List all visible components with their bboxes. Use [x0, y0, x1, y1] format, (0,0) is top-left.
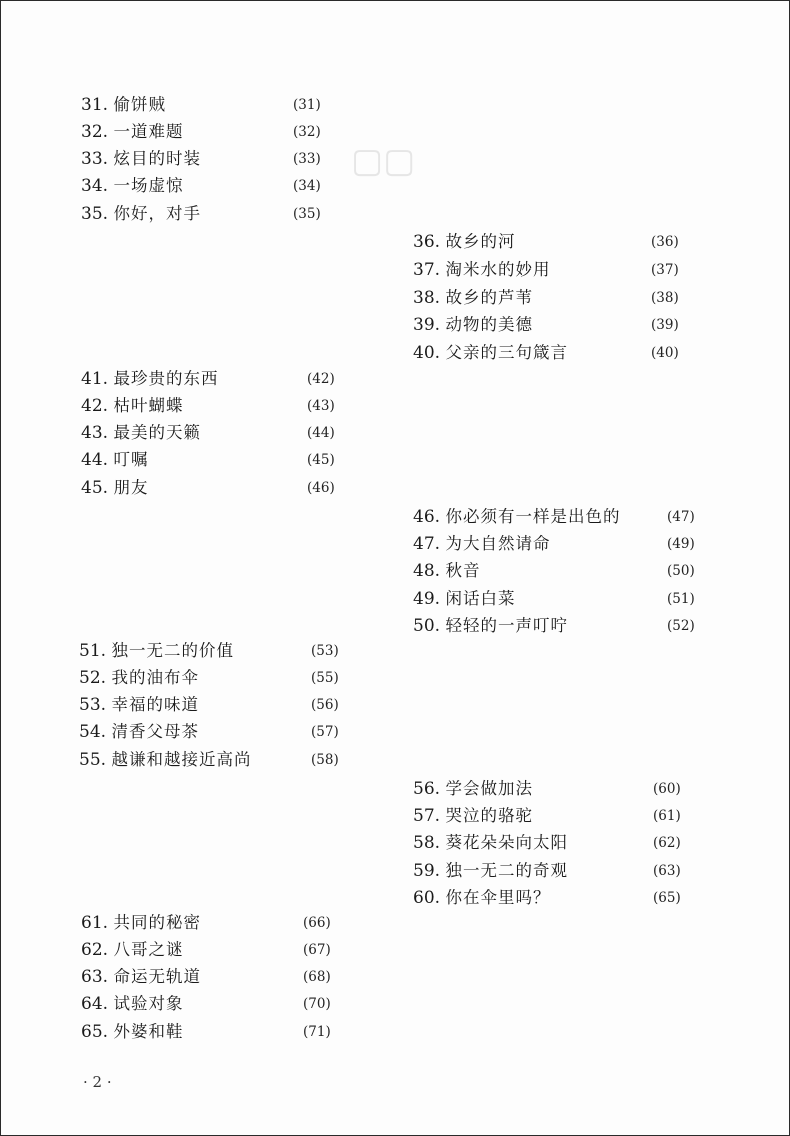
entry-page: ( 60 ) [653, 776, 681, 802]
entry-title: 你在伞里吗？ [445, 888, 551, 907]
toc-entry-61[interactable] [81, 910, 351, 936]
entry-number: 54. [79, 722, 107, 742]
entry-page: ( 32 ) [293, 119, 321, 145]
entry-number: 43. [81, 423, 109, 443]
toc-entry-34[interactable] [81, 173, 341, 199]
entry-number: 49. [413, 589, 441, 609]
entry-title: 我的油布伞 [111, 668, 199, 687]
entry-page: ( 66 ) [303, 910, 331, 936]
entry-number: 52. [79, 668, 107, 688]
entry-number: 56. [413, 779, 441, 799]
entry-number: 53. [79, 695, 107, 715]
entry-number: 60. [413, 888, 441, 908]
toc-entry-49[interactable] [413, 586, 713, 612]
entry-page: ( 31 ) [293, 92, 321, 118]
entry-number: 51. [79, 641, 107, 661]
entry-title: 为大自然请命 [445, 534, 551, 553]
entry-title: 命运无轨道 [113, 967, 201, 986]
entry-page: ( 34 ) [293, 173, 321, 199]
entry-number: 55. [79, 750, 107, 770]
entry-number: 58. [413, 833, 441, 853]
entry-page: ( 52 ) [667, 613, 695, 639]
entry-title: 你好，对手 [113, 204, 201, 223]
toc-entry-60[interactable] [413, 885, 713, 911]
entry-page: ( 39 ) [651, 312, 679, 338]
entry-page: ( 61 ) [653, 803, 681, 829]
entry-number: 35. [81, 204, 109, 224]
entry-page: ( 44 ) [307, 420, 335, 446]
entry-title: 独一无二的奇观 [445, 861, 568, 880]
entry-page: ( 42 ) [307, 366, 335, 392]
entry-title: 一场虚惊 [113, 176, 184, 195]
entry-page: ( 58 ) [311, 747, 339, 773]
toc-entry-65[interactable] [81, 1019, 351, 1045]
entry-title: 闲话白菜 [445, 589, 516, 608]
entry-page: ( 47 ) [667, 504, 695, 530]
entry-number: 47. [413, 534, 441, 554]
entry-number: 36. [413, 232, 441, 252]
entry-title: 轻轻的一声叮咛 [445, 616, 568, 635]
entry-number: 50. [413, 616, 441, 636]
entry-title: 最美的天籁 [113, 423, 201, 442]
entry-title: 哭泣的骆驼 [445, 806, 533, 825]
entry-number: 61. [81, 913, 109, 933]
entry-number: 65. [81, 1022, 109, 1042]
entry-title: 葵花朵朵向太阳 [445, 833, 568, 852]
entry-title: 学会做加法 [445, 779, 533, 798]
toc-entry-46[interactable] [413, 504, 713, 530]
bleed-through-mark: ▢▢ [351, 141, 416, 181]
toc-entry-64[interactable] [81, 991, 351, 1017]
toc-entry-58[interactable] [413, 830, 713, 856]
entry-page: ( 45 ) [307, 447, 335, 473]
toc-entry-63[interactable] [81, 964, 351, 990]
entry-title: 幸福的味道 [111, 695, 199, 714]
entry-number: 64. [81, 994, 109, 1014]
entry-page: ( 38 ) [651, 285, 679, 311]
entry-page: ( 68 ) [303, 964, 331, 990]
entry-page: ( 35 ) [293, 201, 321, 227]
entry-page: ( 40 ) [651, 340, 679, 366]
entry-title: 炫目的时装 [113, 149, 201, 168]
entry-page: ( 53 ) [311, 638, 339, 664]
entry-title: 枯叶蝴蝶 [113, 396, 184, 415]
entry-title: 独一无二的价值 [111, 641, 234, 660]
entry-number: 59. [413, 861, 441, 881]
entry-number: 46. [413, 507, 441, 527]
toc-entry-38[interactable] [413, 285, 713, 311]
entry-title: 叮嘱 [113, 450, 149, 469]
toc-entry-45[interactable] [81, 475, 361, 501]
entry-page: ( 51 ) [667, 586, 695, 612]
entry-title: 越谦和越接近高尚 [111, 750, 252, 769]
entry-page: ( 33 ) [293, 146, 321, 172]
entry-page: ( 37 ) [651, 257, 679, 283]
entry-title: 故乡的芦苇 [445, 288, 533, 307]
entry-title: 外婆和鞋 [113, 1022, 184, 1041]
toc-entry-52[interactable] [79, 665, 369, 691]
entry-number: 31. [81, 95, 109, 115]
toc-entry-40[interactable] [413, 340, 713, 366]
entry-number: 32. [81, 122, 109, 142]
entry-number: 57. [413, 806, 441, 826]
entry-page: ( 56 ) [311, 692, 339, 718]
page-number: · 2 · [83, 1073, 112, 1091]
entry-title: 父亲的三句箴言 [445, 343, 568, 362]
entry-title: 秋音 [445, 561, 481, 580]
toc-entry-33[interactable] [81, 146, 341, 172]
toc-entry-59[interactable] [413, 858, 713, 884]
entry-page: ( 71 ) [303, 1019, 331, 1045]
entry-title: 共同的秘密 [113, 913, 201, 932]
entry-title: 朋友 [113, 478, 149, 497]
entry-page: ( 65 ) [653, 885, 681, 911]
toc-entry-32[interactable] [81, 119, 341, 145]
entry-number: 48. [413, 561, 441, 581]
entry-title: 你必须有一样是出色的 [445, 507, 621, 526]
toc-entry-57[interactable] [413, 803, 713, 829]
entry-page: ( 55 ) [311, 665, 339, 691]
entry-number: 38. [413, 288, 441, 308]
toc-entry-42[interactable] [81, 393, 361, 419]
toc-entry-35[interactable] [81, 201, 341, 227]
entry-page: ( 43 ) [307, 393, 335, 419]
toc-entry-43[interactable] [81, 420, 361, 446]
entry-page: ( 62 ) [653, 830, 681, 856]
entry-number: 44. [81, 450, 109, 470]
toc-entry-53[interactable] [79, 692, 369, 718]
entry-title: 故乡的河 [445, 232, 516, 251]
entry-page: ( 70 ) [303, 991, 331, 1017]
entry-page: ( 57 ) [311, 719, 339, 745]
entry-page: ( 36 ) [651, 229, 679, 255]
toc-entry-39[interactable] [413, 312, 713, 338]
entry-number: 34. [81, 176, 109, 196]
entry-number: 45. [81, 478, 109, 498]
entry-title: 试验对象 [113, 994, 184, 1013]
toc-entry-48[interactable] [413, 558, 713, 584]
entry-number: 33. [81, 149, 109, 169]
entry-title: 动物的美德 [445, 315, 533, 334]
toc-entry-37[interactable] [413, 257, 713, 283]
toc-entry-50[interactable] [413, 613, 713, 639]
entry-number: 63. [81, 967, 109, 987]
toc-entry-62[interactable] [81, 937, 351, 963]
toc-entry-56[interactable] [413, 776, 713, 802]
entry-title: 八哥之谜 [113, 940, 184, 959]
entry-title: 一道难题 [113, 122, 184, 141]
entry-title: 偷饼贼 [113, 95, 166, 114]
toc-entry-55[interactable] [79, 747, 369, 773]
entry-title: 最珍贵的东西 [113, 369, 219, 388]
toc-entry-51[interactable] [79, 638, 369, 664]
entry-page: ( 63 ) [653, 858, 681, 884]
toc-entry-36[interactable] [413, 229, 713, 255]
entry-page: ( 67 ) [303, 937, 331, 963]
entry-page: ( 49 ) [667, 531, 695, 557]
entry-number: 37. [413, 260, 441, 280]
entry-title: 淘米水的妙用 [445, 260, 551, 279]
toc-entry-54[interactable] [79, 719, 369, 745]
entry-number: 41. [81, 369, 109, 389]
entry-number: 62. [81, 940, 109, 960]
entry-number: 39. [413, 315, 441, 335]
entry-title: 清香父母茶 [111, 722, 199, 741]
toc-entry-41[interactable] [81, 366, 361, 392]
entry-page: ( 46 ) [307, 475, 335, 501]
entry-number: 42. [81, 396, 109, 416]
entry-number: 40. [413, 343, 441, 363]
toc-entry-44[interactable] [81, 447, 361, 473]
toc-entry-47[interactable] [413, 531, 713, 557]
toc-entry-31[interactable] [81, 92, 341, 118]
entry-page: ( 50 ) [667, 558, 695, 584]
